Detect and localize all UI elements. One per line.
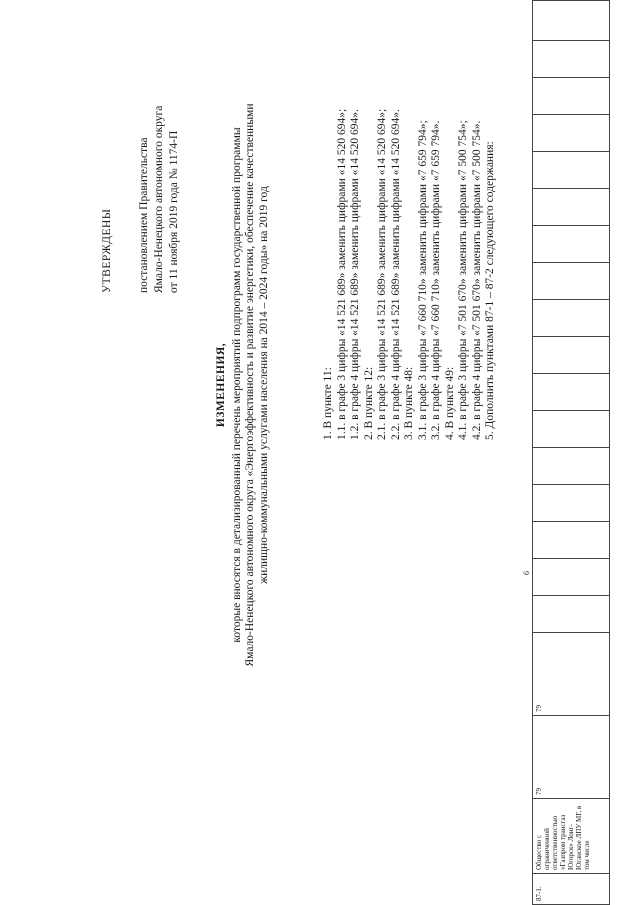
list-item: 3.2. в графе 4 цифры «7 660 710» заменить цифрами «7 659 794». <box>430 120 442 440</box>
table-cell-empty <box>533 41 610 78</box>
table-cell-empty <box>533 374 610 411</box>
table-cell-empty <box>533 448 610 485</box>
list-item: 5. Дополнить пунктами 87-1 – 87-2 следующего содержания: <box>484 141 496 440</box>
table-cell-empty <box>533 226 610 263</box>
document-title <box>215 55 271 715</box>
title-line: жилищно-коммунальными услугами населения на 2014 – 2024 годы» на 2019 год <box>257 186 270 584</box>
table-cell-empty <box>533 78 610 115</box>
approval-line: постановлением Правительства <box>138 137 150 293</box>
title-line: которые вносятся в детализированный перечень мероприятий подпрограмм государственной программы <box>230 127 243 643</box>
approval-heading: УТВЕРЖДЕНЫ <box>101 208 113 293</box>
list-item: 2. В пункте 12: <box>362 366 375 440</box>
approval-line: от 11 ноября 2019 года № 1174-П <box>168 130 180 293</box>
table-cell-empty <box>533 337 610 374</box>
table-row <box>533 1 610 905</box>
page-number: 6 <box>522 571 531 575</box>
table-cell-empty <box>533 115 610 152</box>
table-cell-empty <box>533 1 610 41</box>
table-cell-empty <box>533 485 610 522</box>
table-cell-empty <box>533 189 610 226</box>
table-cell-empty <box>533 263 610 300</box>
table-cell-col4: 79 <box>533 633 610 716</box>
list-item: 1.2. в графе 4 цифры «14 521 689» заменить цифрами «14 520 694». <box>349 109 361 440</box>
table-cell-empty <box>533 411 610 448</box>
list-item: 4. В пункте 49: <box>443 366 456 440</box>
list-item: 1. В пункте 11: <box>322 367 334 440</box>
title-line: Ямало-Ненецкого автономного округа «Энергоэффективность и развитие энергетики, обеспечение качественными <box>244 103 256 667</box>
table-cell-empty <box>533 300 610 337</box>
list-item: 3.1. в графе 3 цифры «7 660 710» заменить цифрами «7 659 794»; <box>416 120 429 440</box>
table-cell-row-number: 87-1. <box>533 874 610 905</box>
table-cell-empty <box>533 522 610 559</box>
table-cell-empty <box>533 152 610 189</box>
approval-line: Ямало-Ненецкого автономного округа <box>153 105 165 293</box>
approval-stamp <box>100 106 182 293</box>
list-item: 2.2. в графе 4 цифры «14 521 689» заменить цифрами «14 520 694». <box>389 109 402 440</box>
data-table <box>532 0 610 905</box>
list-item: 3. В пункте 48: <box>403 366 415 440</box>
changes-list <box>322 109 498 440</box>
table-cell-empty <box>533 596 610 633</box>
table-cell-empty <box>533 559 610 596</box>
list-item: 2.1. в графе 3 цифры «14 521 689» заменить цифрами «14 520 694»; <box>376 108 388 440</box>
table-cell-description: Общество с ограниченной ответственностью «Газпром трансгаз Югорск» Лонг-Юганское ЛПУ МГ, в том числе <box>533 799 610 874</box>
title-heading: ИЗМЕНЕНИЯ, <box>215 342 227 428</box>
table-cell-col3: 79 <box>533 716 610 799</box>
list-item: 4.1. в графе 3 цифры «7 501 670» заменить цифрами «7 500 754»; <box>457 120 469 440</box>
list-item: 4.2. в графе 4 цифры «7 501 670» заменить цифрами «7 500 754». <box>470 120 483 440</box>
list-item: 1.1. в графе 3 цифры «14 521 689» заменить цифрами «14 520 694»; <box>335 108 348 440</box>
